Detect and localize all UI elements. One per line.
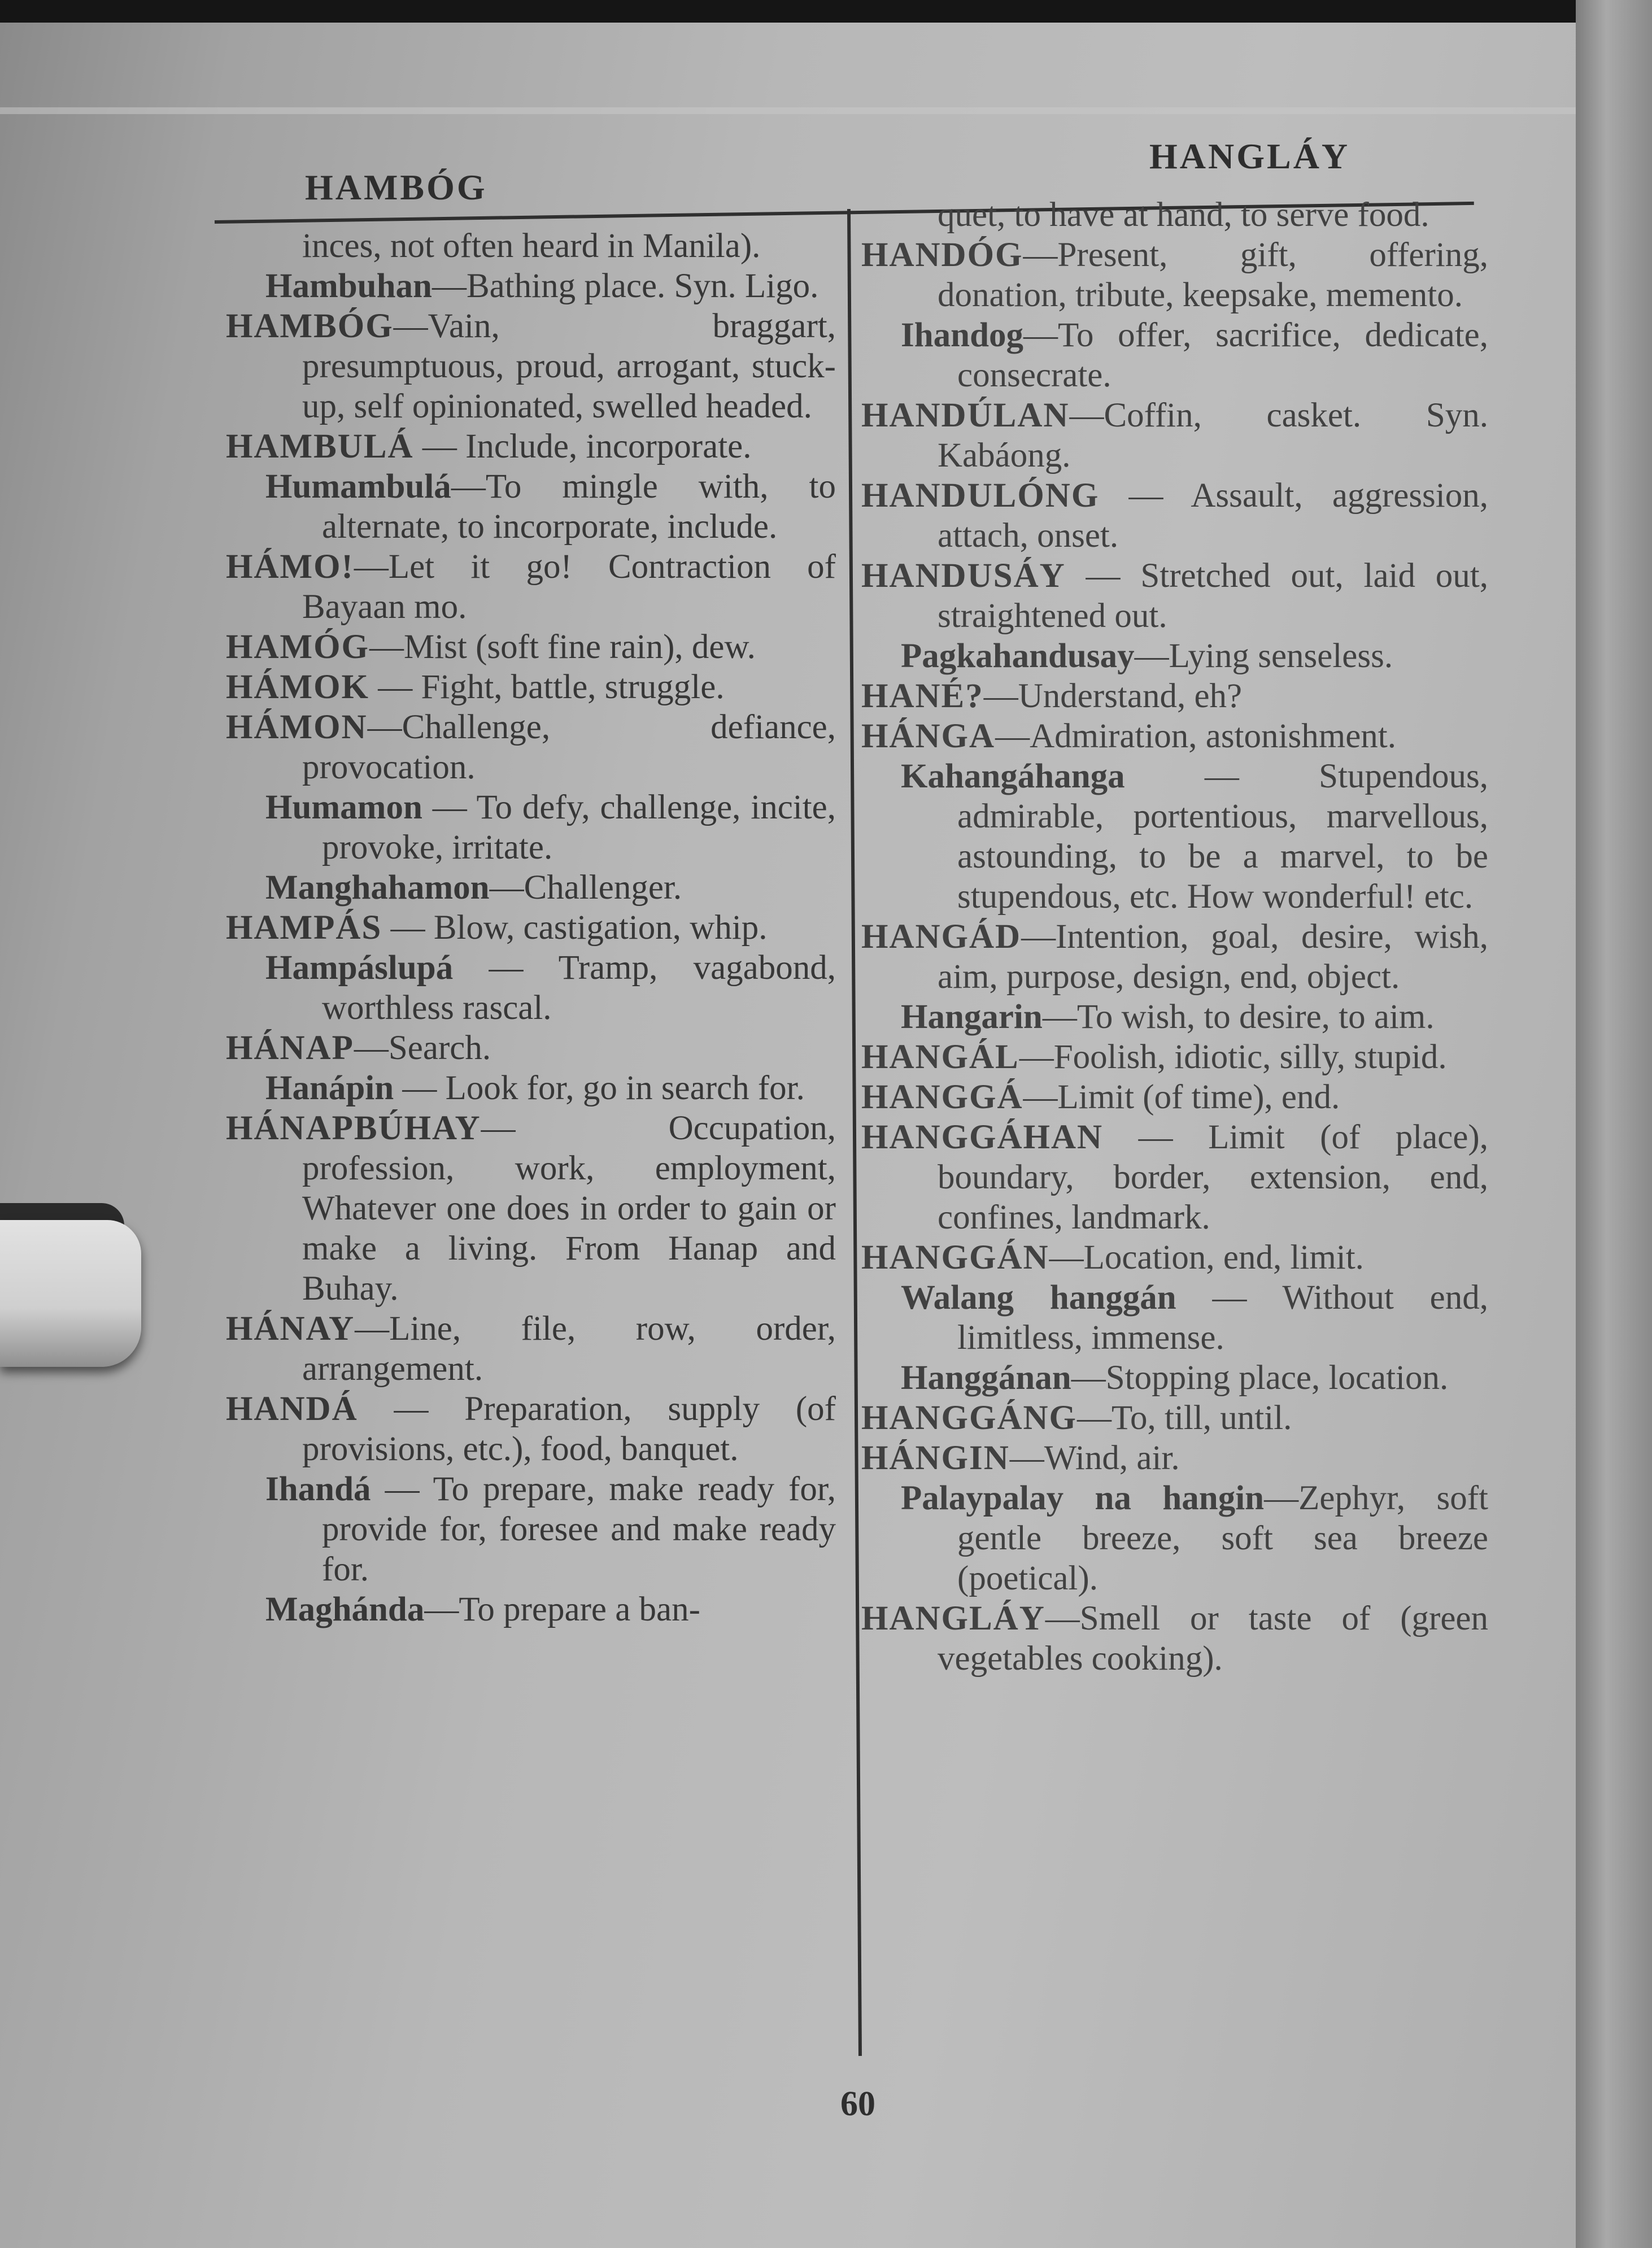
running-head-right: HANGLÁY (1149, 136, 1350, 176)
dictionary-entry (226, 1389, 836, 1469)
headword: Humamon (265, 788, 422, 826)
definition: —Foolish, idiotic, silly, stupid. (1019, 1038, 1447, 1076)
definition: — To prepare, make ready for, provide for, foresee and make ready for. (322, 1470, 836, 1588)
dictionary-entry (861, 1438, 1488, 1478)
headword: Ihandá (265, 1470, 371, 1508)
definition: — Look for, go in search for. (394, 1069, 805, 1107)
definition: —Wind, air. (1009, 1439, 1180, 1477)
headword: Maghánda (265, 1591, 425, 1628)
running-head-left: HAMBÓG (305, 167, 487, 207)
definition: —Location, end, limit. (1049, 1239, 1364, 1277)
right-column (861, 195, 1488, 1679)
headword: HANÉ? (861, 677, 984, 715)
dictionary-entry (226, 426, 836, 467)
adjacent-page-edge (1576, 0, 1652, 2248)
headword: HANGÁL (861, 1038, 1019, 1076)
dictionary-entry (226, 868, 836, 908)
definition: —Bathing place. Syn. Ligo. (431, 267, 819, 305)
definition: —Search. (354, 1029, 491, 1067)
definition: —Stopping place, location. (1071, 1359, 1449, 1397)
definition: —Line, file, row, order, arrangement. (302, 1310, 836, 1388)
headword: Hanápin (265, 1069, 394, 1107)
headword: HAMÓG (226, 628, 369, 666)
definition: — Assault, aggression, attach, onset. (938, 477, 1488, 555)
definition: —Limit (of time), end. (1023, 1078, 1340, 1116)
dictionary-entry (861, 716, 1488, 756)
definition: — Include, incorporate. (413, 428, 752, 465)
dictionary-entry (226, 908, 836, 948)
definition: —To prepare a ban- (424, 1591, 700, 1628)
dictionary-entry (226, 467, 836, 547)
headword: Kahangáhanga (901, 757, 1125, 795)
dictionary-entry (226, 707, 836, 787)
definition: — Limit (of place), boundary, border, extension, end, confines, landmark. (938, 1118, 1488, 1236)
dictionary-entry (226, 1589, 836, 1630)
headword: HANDÚLAN (861, 397, 1070, 434)
headword: HANDÁ (226, 1390, 358, 1428)
definition: — Preparation, supply (of provisions, etc.), food, banquet. (302, 1390, 836, 1468)
definition: —Let it go! Contraction of Bayaan mo. (302, 548, 836, 626)
definition: —To, till, until. (1077, 1399, 1292, 1437)
dictionary-entry (861, 315, 1488, 395)
definition: —Zephyr, soft gentle breeze, soft sea breeze (poetical). (957, 1479, 1488, 1597)
dictionary-entry (861, 476, 1488, 556)
dictionary-entry (861, 195, 1488, 235)
dictionary-entry (861, 556, 1488, 636)
definition: — Tramp, vagabond, worthless rascal. (322, 949, 836, 1027)
headword: HANGGÁNG (861, 1399, 1077, 1437)
dictionary-entry (861, 636, 1488, 676)
bookmark-tab (0, 1220, 141, 1367)
definition: — Stupendous, admirable, portentious, marvellous, astounding, to be a marvel, to be stupendous, etc. How wonderful! etc. (957, 757, 1488, 916)
headword: Hampáslupá (265, 949, 454, 987)
dictionary-entry (226, 667, 836, 707)
dictionary-entry (861, 756, 1488, 917)
headword: HANDÓG (861, 236, 1023, 274)
dictionary-entry (861, 1278, 1488, 1358)
dictionary-entry (861, 1398, 1488, 1438)
dictionary-entry (226, 306, 836, 426)
dictionary-entry (226, 1028, 836, 1068)
definition: —Smell or taste of (green vegetables cooking). (938, 1600, 1488, 1678)
headword: HANGGÁ (861, 1078, 1023, 1116)
definition: —To offer, sacrifice, dedicate, consecrate. (957, 316, 1488, 394)
headword: HÁNGIN (861, 1439, 1010, 1477)
headword: HANGLÁY (861, 1600, 1045, 1637)
headword: HÁNAY (226, 1310, 355, 1348)
headword: HÁNAP (226, 1029, 354, 1067)
headword: Manghahamon (265, 869, 490, 907)
headword: HANDUSÁY (861, 557, 1066, 595)
headword: HÁNAPBÚHAY (226, 1109, 481, 1147)
definition: —Present, gift, offering, donation, tribute, keepsake, memento. (938, 236, 1488, 314)
headword: Humambulá (265, 468, 451, 506)
definition: —Intention, goal, desire, wish, aim, purpose, design, end, object. (938, 918, 1488, 996)
dictionary-entry (861, 1478, 1488, 1598)
definition: — To defy, challenge, incite, provoke, irritate. (322, 788, 836, 866)
dictionary-entry (861, 235, 1488, 315)
definition: —Understand, eh? (983, 677, 1243, 715)
headword: Hanggánan (901, 1359, 1071, 1397)
headword: HÁNGA (861, 717, 996, 755)
dictionary-entry (226, 1108, 836, 1309)
definition: —Mist (soft fine rain), dew. (369, 628, 756, 666)
dictionary-entry (861, 1358, 1488, 1398)
definition: —Coffin, casket. Syn. Kabáong. (938, 397, 1488, 474)
dictionary-entry (226, 226, 836, 266)
dictionary-entry (226, 627, 836, 667)
headword: Walang hanggán (901, 1279, 1176, 1317)
dictionary-entry (226, 787, 836, 868)
definition: — Blow, castigation, whip. (382, 909, 768, 947)
page-number: 60 (840, 2085, 875, 2123)
headword: HÁMON (226, 708, 368, 746)
headword: HANDULÓNG (861, 477, 1100, 515)
dictionary-entry (861, 1238, 1488, 1278)
definition: — Without end, limitless, immense. (957, 1279, 1488, 1357)
dictionary-entry (861, 1117, 1488, 1238)
definition: —To wish, to desire, to aim. (1042, 998, 1435, 1036)
definition: — Stretched out, laid out, straightened out. (938, 557, 1488, 635)
headword: HÁMO! (226, 548, 354, 586)
definition: —Challenger. (489, 869, 682, 907)
dictionary-entry (226, 266, 836, 306)
dictionary-entry (861, 917, 1488, 997)
headword: HAMBÓG (226, 307, 394, 345)
headword: Pagkahandusay (901, 637, 1135, 675)
headword: HAMBULÁ (226, 428, 414, 465)
dictionary-entry (861, 1598, 1488, 1679)
headword: HANGGÁHAN (861, 1118, 1104, 1156)
headword: HANGGÁN (861, 1239, 1049, 1277)
definition: inces, not often heard in Manila). (302, 227, 761, 265)
dictionary-entry (861, 997, 1488, 1037)
dictionary-entry (861, 1037, 1488, 1077)
definition: —Lying senseless. (1134, 637, 1393, 675)
headword: HAMPÁS (226, 909, 382, 947)
dictionary-entry (226, 1068, 836, 1108)
headword: Hangarin (901, 998, 1043, 1036)
dictionary-entry (226, 1309, 836, 1389)
left-column (226, 226, 836, 1630)
dictionary-entry (861, 395, 1488, 476)
definition: — Occupation, profession, work, employment, Whatever one does in order to gain or make a living. From Hanap and Buhay. (302, 1109, 836, 1308)
headword: Ihandog (901, 316, 1024, 354)
headword: Palaypalay na hangin (901, 1479, 1265, 1517)
page-highlight (0, 107, 1581, 114)
definition: —Admiration, astonishment. (995, 717, 1396, 755)
definition: —Challenge, defiance, provocation. (302, 708, 836, 786)
definition: —To mingle with, to alternate, to incorporate, include. (322, 468, 836, 546)
dictionary-entry (226, 1469, 836, 1589)
dictionary-entry (226, 948, 836, 1028)
definition: quet, to have at hand, to serve food. (938, 196, 1429, 234)
definition: —Vain, braggart, presumptuous, proud, arrogant, stuck-up, self opinionated, swelled headed. (302, 307, 836, 425)
dictionary-entry (861, 676, 1488, 716)
dictionary-entry (861, 1077, 1488, 1117)
headword: HANGÁD (861, 918, 1022, 956)
headword: Hambuhan (265, 267, 432, 305)
definition: — Fight, battle, struggle. (369, 668, 725, 706)
headword: HÁMOK (226, 668, 369, 706)
dictionary-entry (226, 547, 836, 627)
